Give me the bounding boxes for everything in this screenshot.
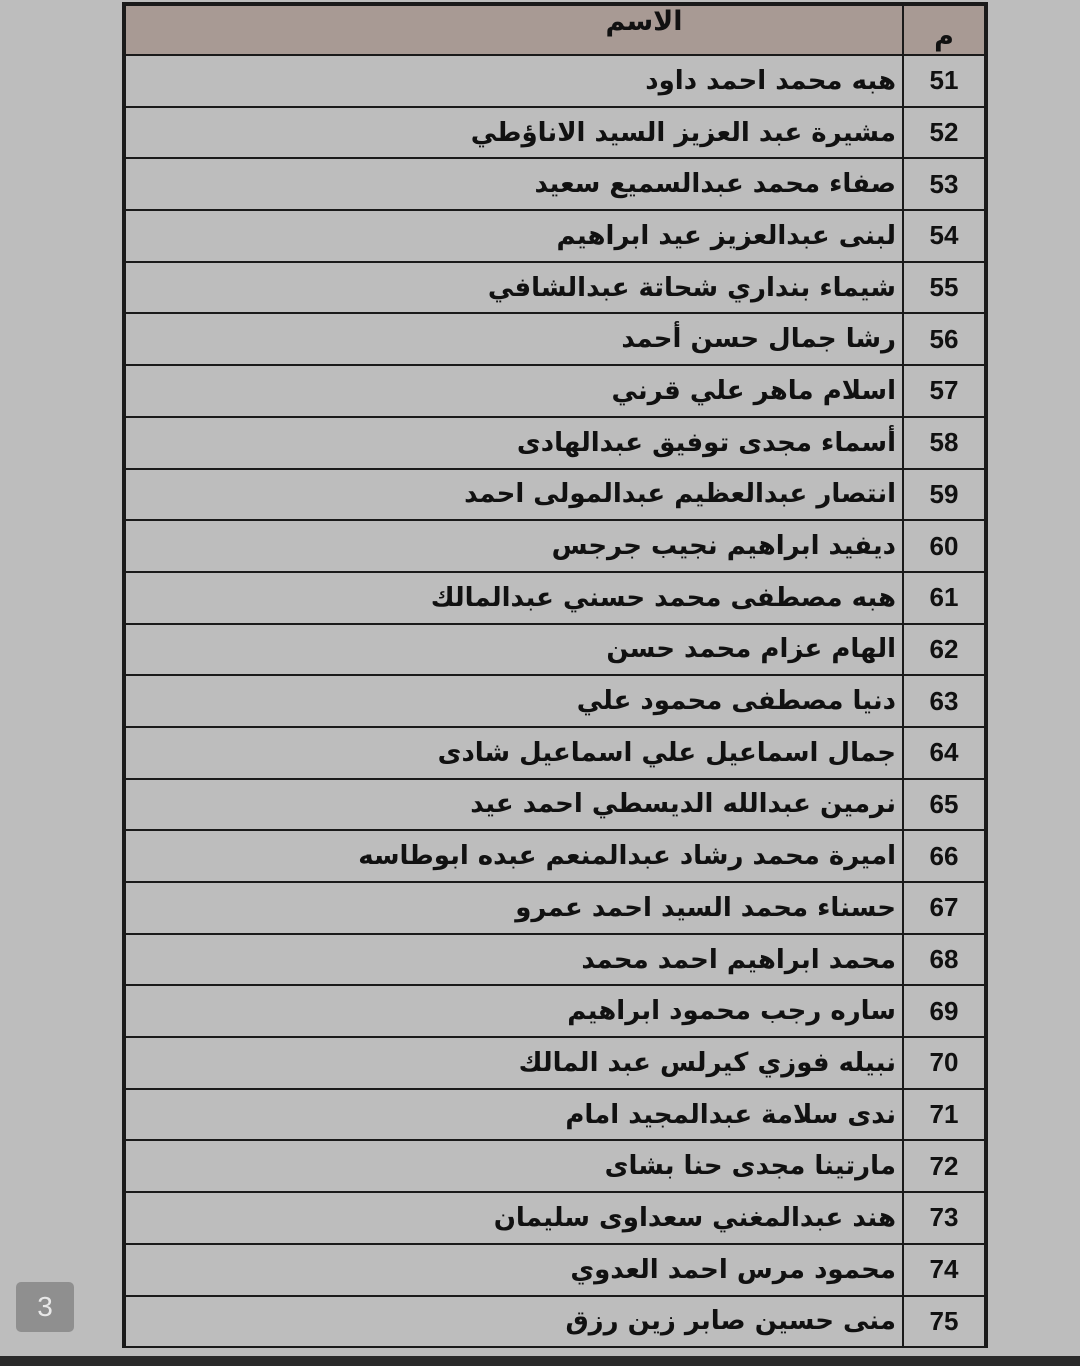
row-name: صفاء محمد عبدالسميع سعيد [125, 158, 903, 210]
table-row [125, 1089, 985, 1141]
row-name: هبه محمد احمد داود [125, 55, 903, 107]
table-row [125, 1296, 985, 1348]
row-number: 63 [903, 675, 985, 727]
row-number: 55 [903, 262, 985, 314]
table-row [125, 624, 985, 676]
page-number-badge[interactable]: 3 [16, 1282, 74, 1332]
row-number: 74 [903, 1244, 985, 1296]
table-row [125, 1140, 985, 1192]
row-name: نبيله فوزي كيرلس عبد المالك [125, 1037, 903, 1089]
row-name: ندى سلامة عبدالمجيد امام [125, 1089, 903, 1141]
table-row [125, 313, 985, 365]
row-number: 70 [903, 1037, 985, 1089]
row-number: 72 [903, 1140, 985, 1192]
row-number: 53 [903, 158, 985, 210]
row-name: لبنى عبدالعزيز عيد ابراهيم [125, 210, 903, 262]
row-number: 54 [903, 210, 985, 262]
table-row [125, 727, 985, 779]
table-row [125, 107, 985, 159]
table-row [125, 675, 985, 727]
row-number: 64 [903, 727, 985, 779]
row-name: اسلام ماهر علي قرني [125, 365, 903, 417]
row-number: 65 [903, 779, 985, 831]
row-name: منى حسين صابر زين رزق [125, 1296, 903, 1348]
row-number: 52 [903, 107, 985, 159]
row-name: شيماء بنداري شحاتة عبدالشافي [125, 262, 903, 314]
names-table-container [122, 2, 988, 1348]
row-name: انتصار عبدالعظيم عبدالمولى احمد [125, 469, 903, 521]
row-name: نرمين عبدالله الديسطي احمد عيد [125, 779, 903, 831]
row-number: 60 [903, 520, 985, 572]
row-number: 68 [903, 934, 985, 986]
row-number: 75 [903, 1296, 985, 1348]
table-row [125, 417, 985, 469]
table-row [125, 1192, 985, 1244]
table-row [125, 779, 985, 831]
row-number: 62 [903, 624, 985, 676]
row-number: 73 [903, 1192, 985, 1244]
row-number: 66 [903, 830, 985, 882]
row-name: هند عبدالمغني سعداوى سليمان [125, 1192, 903, 1244]
header-number: م [903, 5, 985, 55]
row-name: رشا جمال حسن أحمد [125, 313, 903, 365]
table-row [125, 55, 985, 107]
table-row [125, 365, 985, 417]
row-name: ديفيد ابراهيم نجيب جرجس [125, 520, 903, 572]
row-number: 71 [903, 1089, 985, 1141]
table-row [125, 1037, 985, 1089]
bottom-bar [0, 1356, 1080, 1366]
row-name: الهام عزام محمد حسن [125, 624, 903, 676]
table-row [125, 210, 985, 262]
table-row [125, 158, 985, 210]
table-header-row [125, 5, 985, 55]
table-body [125, 55, 985, 1347]
row-name: مشيرة عبد العزيز السيد الاناؤطي [125, 107, 903, 159]
row-name: أسماء مجدى توفيق عبدالهادى [125, 417, 903, 469]
row-name: هبه مصطفى محمد حسني عبدالمالك [125, 572, 903, 624]
row-number: 61 [903, 572, 985, 624]
table-row [125, 830, 985, 882]
table-row [125, 262, 985, 314]
row-number: 67 [903, 882, 985, 934]
row-number: 51 [903, 55, 985, 107]
row-name: دنيا مصطفى محمود علي [125, 675, 903, 727]
table-row [125, 469, 985, 521]
row-name: جمال اسماعيل علي اسماعيل شادى [125, 727, 903, 779]
row-number: 58 [903, 417, 985, 469]
row-name: محمود مرس احمد العدوي [125, 1244, 903, 1296]
row-name: مارتينا مجدى حنا بشاى [125, 1140, 903, 1192]
table-row [125, 572, 985, 624]
names-table [124, 4, 986, 1348]
row-name: محمد ابراهيم احمد محمد [125, 934, 903, 986]
table-row [125, 882, 985, 934]
table-row [125, 934, 985, 986]
row-number: 69 [903, 985, 985, 1037]
row-number: 59 [903, 469, 985, 521]
row-number: 56 [903, 313, 985, 365]
table-row [125, 1244, 985, 1296]
row-name: ساره رجب محمود ابراهيم [125, 985, 903, 1037]
row-name: حسناء محمد السيد احمد عمرو [125, 882, 903, 934]
table-row [125, 520, 985, 572]
row-number: 57 [903, 365, 985, 417]
table-row [125, 985, 985, 1037]
row-name: اميرة محمد رشاد عبدالمنعم عبده ابوطاسه [125, 830, 903, 882]
header-name: الاسم [125, 5, 903, 55]
